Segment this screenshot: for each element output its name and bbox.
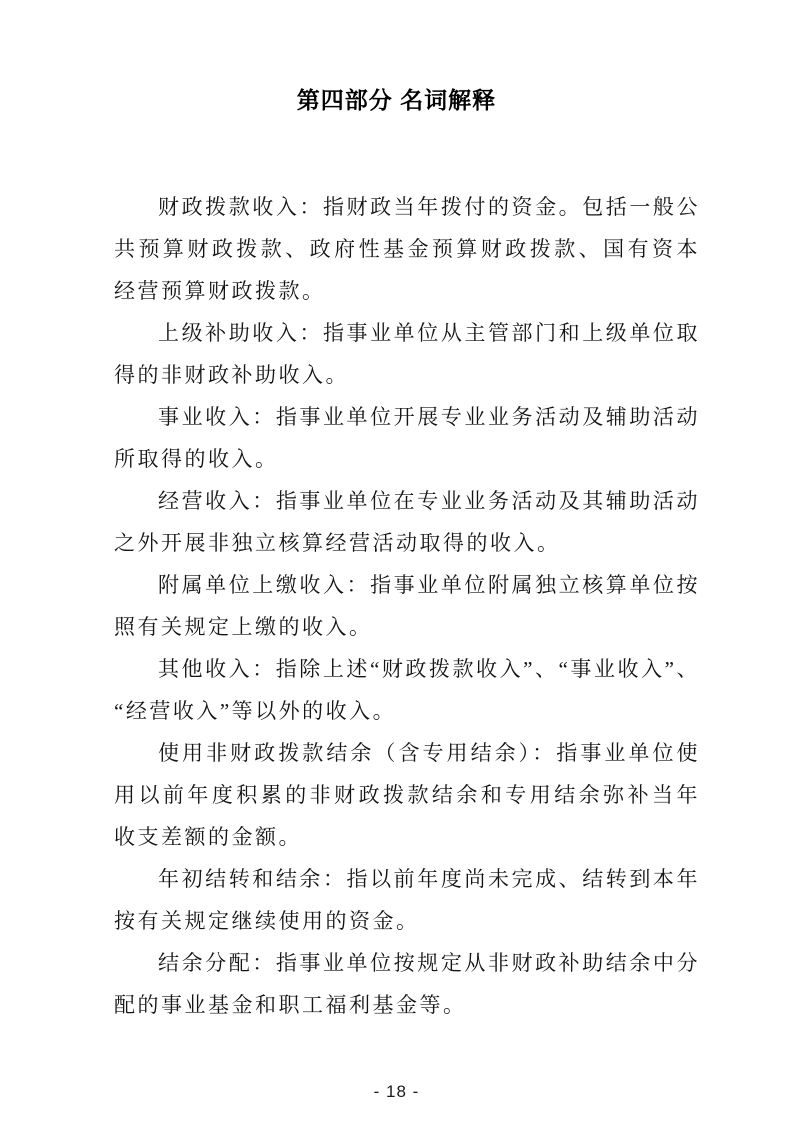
paragraph-jieyu-fenpei: 结余分配：指事业单位按规定从非财政补助结余中分配的事业基金和职工福利基金等。 [114, 951, 700, 1017]
page-number: - 18 - [373, 1082, 420, 1101]
paragraph-fushu-danwei-shangjiao-shouru: 附属单位上缴收入：指事业单位附属独立核算单位按照有关规定上缴的收入。 [114, 573, 700, 639]
paragraph-jingying-shouru: 经营收入：指事业单位在专业业务活动及其辅助活动之外开展非独立核算经营活动取得的收入。 [114, 489, 700, 555]
paragraph-shiye-shouru: 事业收入：指事业单位开展专业业务活动及辅助活动所取得的收入。 [114, 405, 700, 471]
paragraph-nianchu-jiezhuan-he-jieyu: 年初结转和结余：指以前年度尚未完成、结转到本年按有关规定继续使用的资金。 [114, 867, 700, 933]
paragraph-caizheng-bokuan-shouru: 财政拨款收入：指财政当年拨付的资金。包括一般公共预算财政拨款、政府性基金预算财政拨款、国有资本经营预算财政拨款。 [114, 195, 700, 303]
paragraph-qita-shouru: 其他收入：指除上述“财政拨款收入”、“事业收入”、“经营收入”等以外的收入。 [114, 657, 700, 723]
page-footer [0, 1082, 793, 1102]
page-title: 第四部分 名词解释 [296, 87, 497, 113]
paragraph-shangji-buzhu-shouru: 上级补助收入：指事业单位从主管部门和上级单位取得的非财政补助收入。 [114, 321, 700, 387]
paragraph-shiyong-fei-caizheng-bokuan-jieyu: 使用非财政拨款结余（含专用结余）：指事业单位使用以前年度积累的非财政拨款结余和专用结余弥补当年收支差额的金额。 [114, 741, 700, 849]
document-body [114, 186, 700, 1026]
